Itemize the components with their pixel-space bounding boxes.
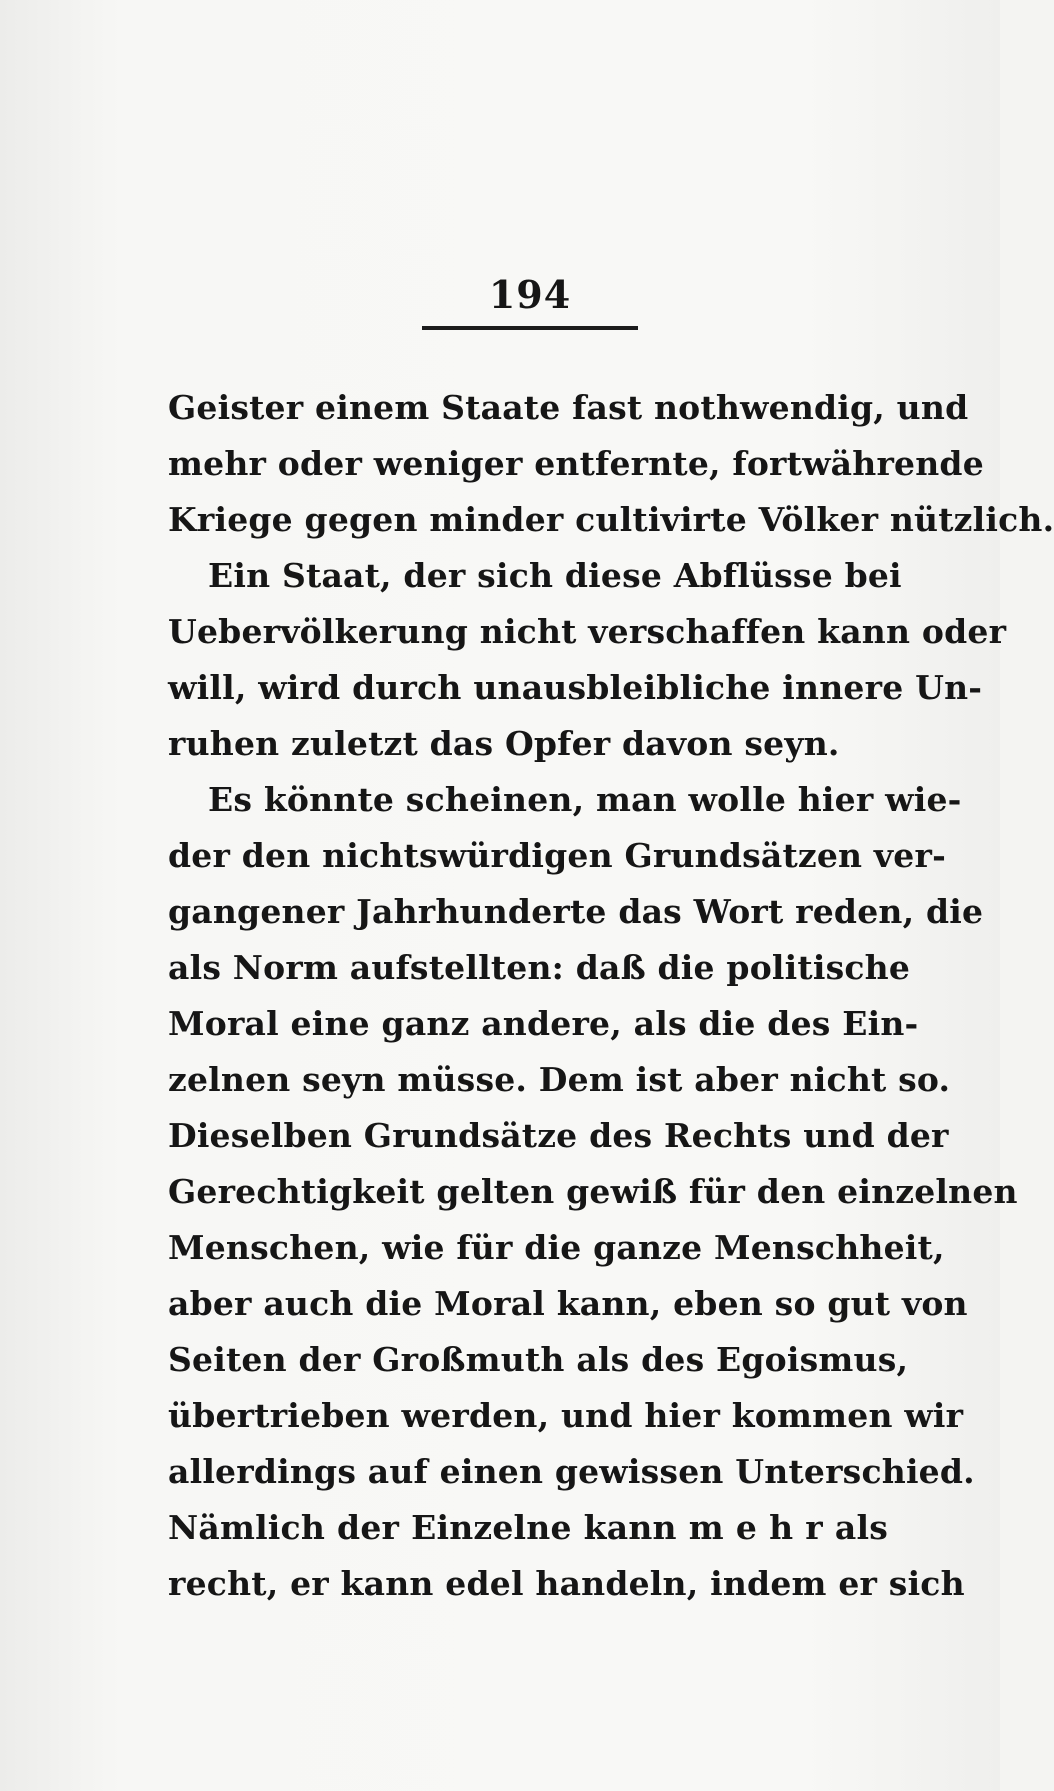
text-line: allerdings auf einen gewissen Unterschied. <box>168 1452 975 1491</box>
text-line: Ein Staat, der sich diese Abflüsse bei <box>208 556 902 595</box>
text-line: Moral eine ganz andere, als die des Ein- <box>168 1004 919 1043</box>
text-line: will, wird durch unausbleibliche innere Un- <box>168 668 983 707</box>
text-line: Uebervölkerung nicht verschaffen kann oder <box>168 612 1007 651</box>
page-number: 194 <box>488 272 572 317</box>
text-line: Menschen, wie für die ganze Menschheit, <box>168 1228 945 1267</box>
text-line: ruhen zuletzt das Opfer davon seyn. <box>168 724 840 763</box>
body-text <box>168 380 1054 1612</box>
text-line: Dieselben Grundsätze des Rechts und der <box>168 1116 949 1155</box>
text-line: als Norm aufstellten: daß die politische <box>168 948 911 987</box>
text-line: Seiten der Großmuth als des Egoismus, <box>168 1340 909 1379</box>
text-line: Kriege gegen minder cultivirte Völker nützlich. <box>168 500 1054 539</box>
text-line: mehr oder weniger entfernte, fortwährende <box>168 444 984 483</box>
text-line: der den nichtswürdigen Grundsätzen ver- <box>168 836 946 875</box>
text-line: aber auch die Moral kann, eben so gut von <box>168 1284 968 1323</box>
text-line: Nämlich der Einzelne kann m e h r als <box>168 1508 888 1547</box>
text-line: Es könnte scheinen, man wolle hier wie- <box>208 780 962 819</box>
text-line: zelnen seyn müsse. Dem ist aber nicht so. <box>168 1060 951 1099</box>
header-rule <box>422 326 638 330</box>
text-line: recht, er kann edel handeln, indem er sich <box>168 1564 965 1603</box>
text-line: gangener Jahrhunderte das Wort reden, die <box>168 892 984 931</box>
text-line: Geister einem Staate fast nothwendig, und <box>168 388 969 427</box>
text-line: Gerechtigkeit gelten gewiß für den einzelnen <box>168 1172 1018 1211</box>
text-line: übertrieben werden, und hier kommen wir <box>168 1396 964 1435</box>
